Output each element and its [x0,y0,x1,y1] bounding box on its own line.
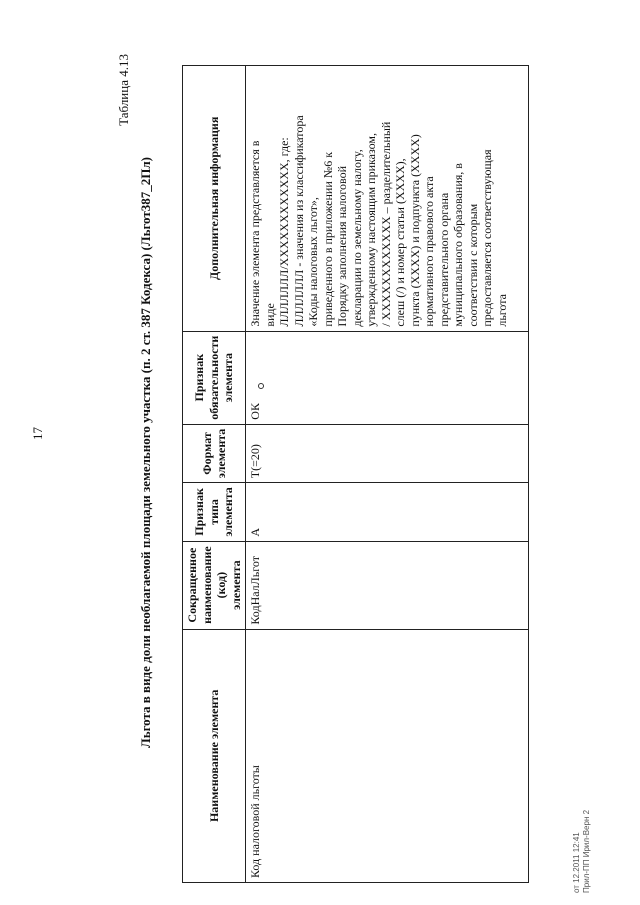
info-line: соответствии с которым [465,203,480,327]
info-line: утвержденному настоящим приказом, [364,132,378,327]
info-line: льгота [494,294,509,327]
info-line: муниципального образования, в [451,163,465,327]
elements-table [182,65,529,883]
info-line: предоставляется соответствующая [480,149,494,327]
footer-stamp-line: Прил-ПП Ирил-Верн 2 [582,809,591,893]
header-element-name: Наименование элемента [183,629,246,882]
cell-element-code: КодНалЛьгот [246,541,529,629]
info-line: представительного органа [436,192,451,327]
info-line: пункта (ХХХХ) и подпункта (ХХХХ) [407,134,422,327]
cell-element-type: А [246,483,529,541]
cell-element-required: ОК [246,331,529,424]
header-element-code: Сокращенное наименование (код) элемента [183,541,246,629]
header-element-type: Признак типа элемента [183,483,246,541]
header-element-format: Формат элемента [183,424,246,482]
table-header-row [183,66,246,883]
info-line: ЛЛЛЛЛЛЛ/ХХХХХХХХХХХХ, где: [277,137,291,327]
info-line: Порядку заполнения налоговой [335,165,349,327]
cell-element-name: Код налоговой льготы [246,629,529,882]
info-line: декларации по земельному налогу, [349,149,364,327]
cell-element-format: T(=20) [246,424,529,482]
table-row [246,66,529,883]
info-line: слеш (/) и номер статьи (ХХХХ), [393,158,407,327]
table-label: Таблица 4.13 [116,54,131,126]
cell-additional-info [246,66,529,332]
info-line: приведенного в приложении №6 к [320,151,335,327]
header-additional-info: Дополнительная информация [183,66,246,332]
info-line: Значение элемента представляется в [248,140,262,327]
info-line: ЛЛЛЛЛЛЛ - значения из классификатора [291,115,306,327]
page-number: 17 [30,427,45,440]
info-line: / ХХХХХХХХХХХХ – разделительный [378,121,393,327]
footer-stamp [572,810,592,893]
info-line: виде [262,303,277,327]
scan-dot-mark [258,383,264,389]
table-title: Льгота в виде доли необлагаемой площади земельного участка (п. 2 ст. 387 Кодекса) (Льгот387_2Пл) [138,157,153,748]
info-line: нормативного правового акта [422,176,436,327]
footer-stamp-line: от 12.2011 12:41 [572,832,581,893]
header-element-required: Признак обязательности элемента [183,331,246,424]
info-line: «Коды налоговых льгот», [306,197,320,327]
